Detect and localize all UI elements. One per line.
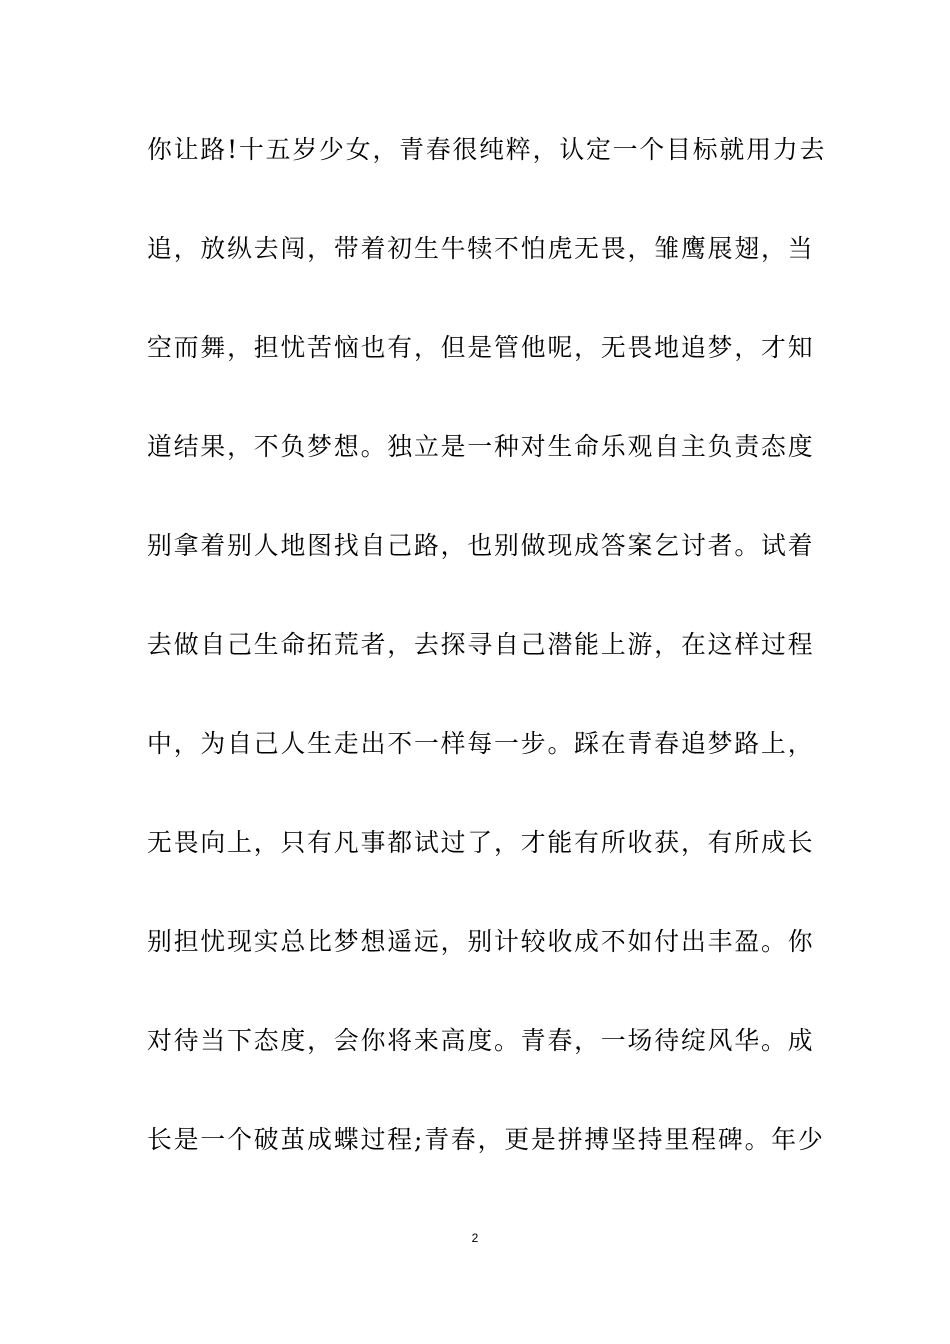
text-line: 无畏向上，只有凡事都试过了，才能有所收获，有所成长 xyxy=(147,828,815,857)
text-line: 中，为自己人生走出不一样每一步。踩在青春追梦路上， xyxy=(147,729,815,758)
text-line: 长是一个破茧成蝶过程;青春，更是拼搏坚持里程碑。年少 xyxy=(147,1125,825,1154)
text-line: 道结果，不负梦想。独立是一种对生命乐观自主负责态度 xyxy=(147,432,815,461)
page-number: 2 xyxy=(471,1231,479,1245)
text-line: 空而舞，担忧苦恼也有，但是管他呢，无畏地追梦，才知 xyxy=(147,333,815,362)
text-line: 你让路!十五岁少女，青春很纯粹，认定一个目标就用力去 xyxy=(147,135,827,164)
text-line: 别拿着别人地图找自己路，也别做现成答案乞讨者。试着 xyxy=(147,531,815,560)
text-line: 别担忧现实总比梦想遥远，别计较收成不如付出丰盈。你 xyxy=(147,927,815,956)
text-line: 对待当下态度，会你将来高度。青春，一场待绽风华。成 xyxy=(147,1026,815,1055)
text-line: 追，放纵去闯，带着初生牛犊不怕虎无畏，雏鹰展翅，当 xyxy=(147,234,815,263)
text-line: 去做自己生命拓荒者，去探寻自己潜能上游，在这样过程 xyxy=(147,630,815,659)
body-text xyxy=(147,124,827,1213)
